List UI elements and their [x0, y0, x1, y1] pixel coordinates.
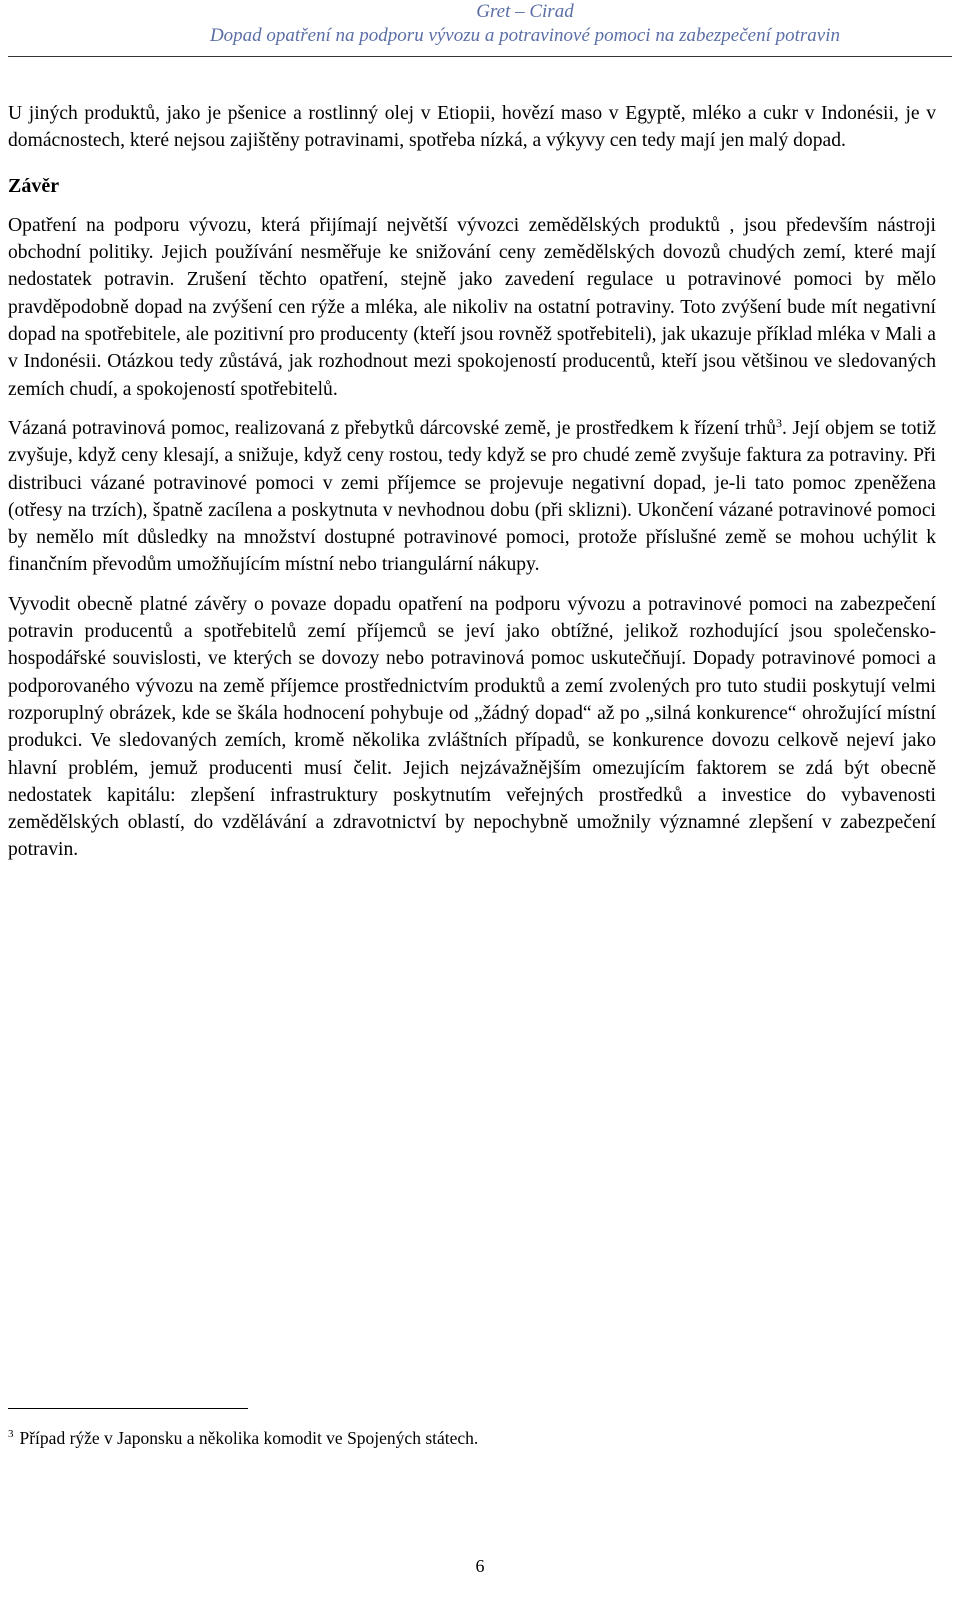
footnote	[8, 1426, 478, 1450]
section-heading: Závěr	[8, 174, 60, 197]
intro-paragraph: U jiných produktů, jako je pšenice a rostlinný olej v Etiopii, hovězí maso v Egyptě, mléko a cukr v Indonésii, je v domácnostech, které nejsou zajištěny potravinami, spotřeba nízká, a výkyvy cen tedy mají jen malý dopad.	[8, 103, 936, 152]
footnote-number: 3	[8, 1428, 14, 1440]
body-text	[8, 100, 936, 876]
page-number: 6	[475, 1556, 485, 1576]
footnote-reference[interactable]: 3	[776, 415, 783, 430]
header-authors: Gret – Cirad	[476, 1, 574, 22]
running-header	[210, 0, 840, 48]
paragraph-conclusion-3: Vyvodit obecně platné závěry o povaze dopadu opatření na podporu vývozu a potravinové pomoci na zabezpečení potravin producentů a spotřebitelů zemí příjemců se jeví jako obtížné, jelikož rozhodující jsou společensko-hospodářské souvislosti, ve kterých se dovozy nebo potravinová pomoc uskutečňují. Dopady potravinové pomoci a podporovaného vývozu na země příjemce prostřednictvím produktů a zemí zvolených pro tuto studii poskytují velmi rozporuplný obrázek, kde se škála hodnocení pohybuje od „žádný dopad“ až po „silná konkurence“ ohrožující místní produkci. Ve sledovaných zemích, kromě několika zvláštních případů, se konkurence dovozu celkově nejeví jako hlavní problém, jemuž producenti musí čelit. Jejich nejzávažnějším omezujícím faktorem se zdá být obecně nedostatek kapitálu: zlepšení infrastruktury poskytnutím veřejných prostředků a investice do vybavenosti zemědělských oblastí, do vzdělávání a zdravotnictví by nepochybně umožnily významné zlepšení v zabezpečení potravin.	[8, 593, 936, 861]
footnote-divider	[8, 1408, 248, 1409]
paragraph-2-start: Vázaná potravinová pomoc, realizovaná z přebytků dárcovské země, je prostředkem k řízení trhů	[8, 417, 777, 439]
footnote-text: Případ rýže v Japonsku a několika komodit ve Spojených státech.	[19, 1428, 479, 1448]
header-title: Dopad opatření na podporu vývozu a potravinové pomoci na zabezpečení potravin	[209, 25, 840, 46]
paragraph-conclusion-1: Opatření na podporu vývozu, která přijímají největší vývozci zemědělských produktů , jsou především nástroji obchodní politiky. Jejich používání nesměřuje ke snižování ceny zemědělských dovozů chudých zemí, které mají nedostatek potravin. Zrušení těchto opatření, stejně jako zavedení regulace u potravinové pomoci by mělo pravděpodobně dopad na zvýšení cen rýže a mléka, ale nikoliv na ostatní potraviny. Toto zvýšení bude mít negativní dopad na spotřebitele, ale pozitivní pro producenty (kteří jsou rovněž spotřebiteli), jak ukazuje příklad mléka v Mali a v Indonésii. Otázkou tedy zůstává, jak rozhodnout mezi spokojeností producentů, kteří jsou většinou ve sledovaných zemích chudí, a spokojeností spotřebitelů.	[8, 214, 936, 400]
header-divider	[8, 56, 952, 57]
paragraph-2-rest: . Její objem se totiž zvyšuje, když ceny klesají, a snižuje, když ceny rostou, tedy když se pro chudé země zvyšuje faktura za potraviny. Při distribuci vázané potravinové pomoci v zemi příjemce se projevuje negativní dopad, je-li tato pomoc zpeněžena (otřesy na trzích), špatně zacílena a poskytnuta v nevhodnou dobu (při sklizni). Ukončení vázané potravinové pomoci by nemělo mít důsledky na množství dostupné potravinové pomoci, protože příslušné země se mohou uchýlit k finančním převodům umožňujícím místní nebo triangulární nákupy.	[8, 417, 936, 576]
paragraph-conclusion-2	[8, 415, 936, 579]
